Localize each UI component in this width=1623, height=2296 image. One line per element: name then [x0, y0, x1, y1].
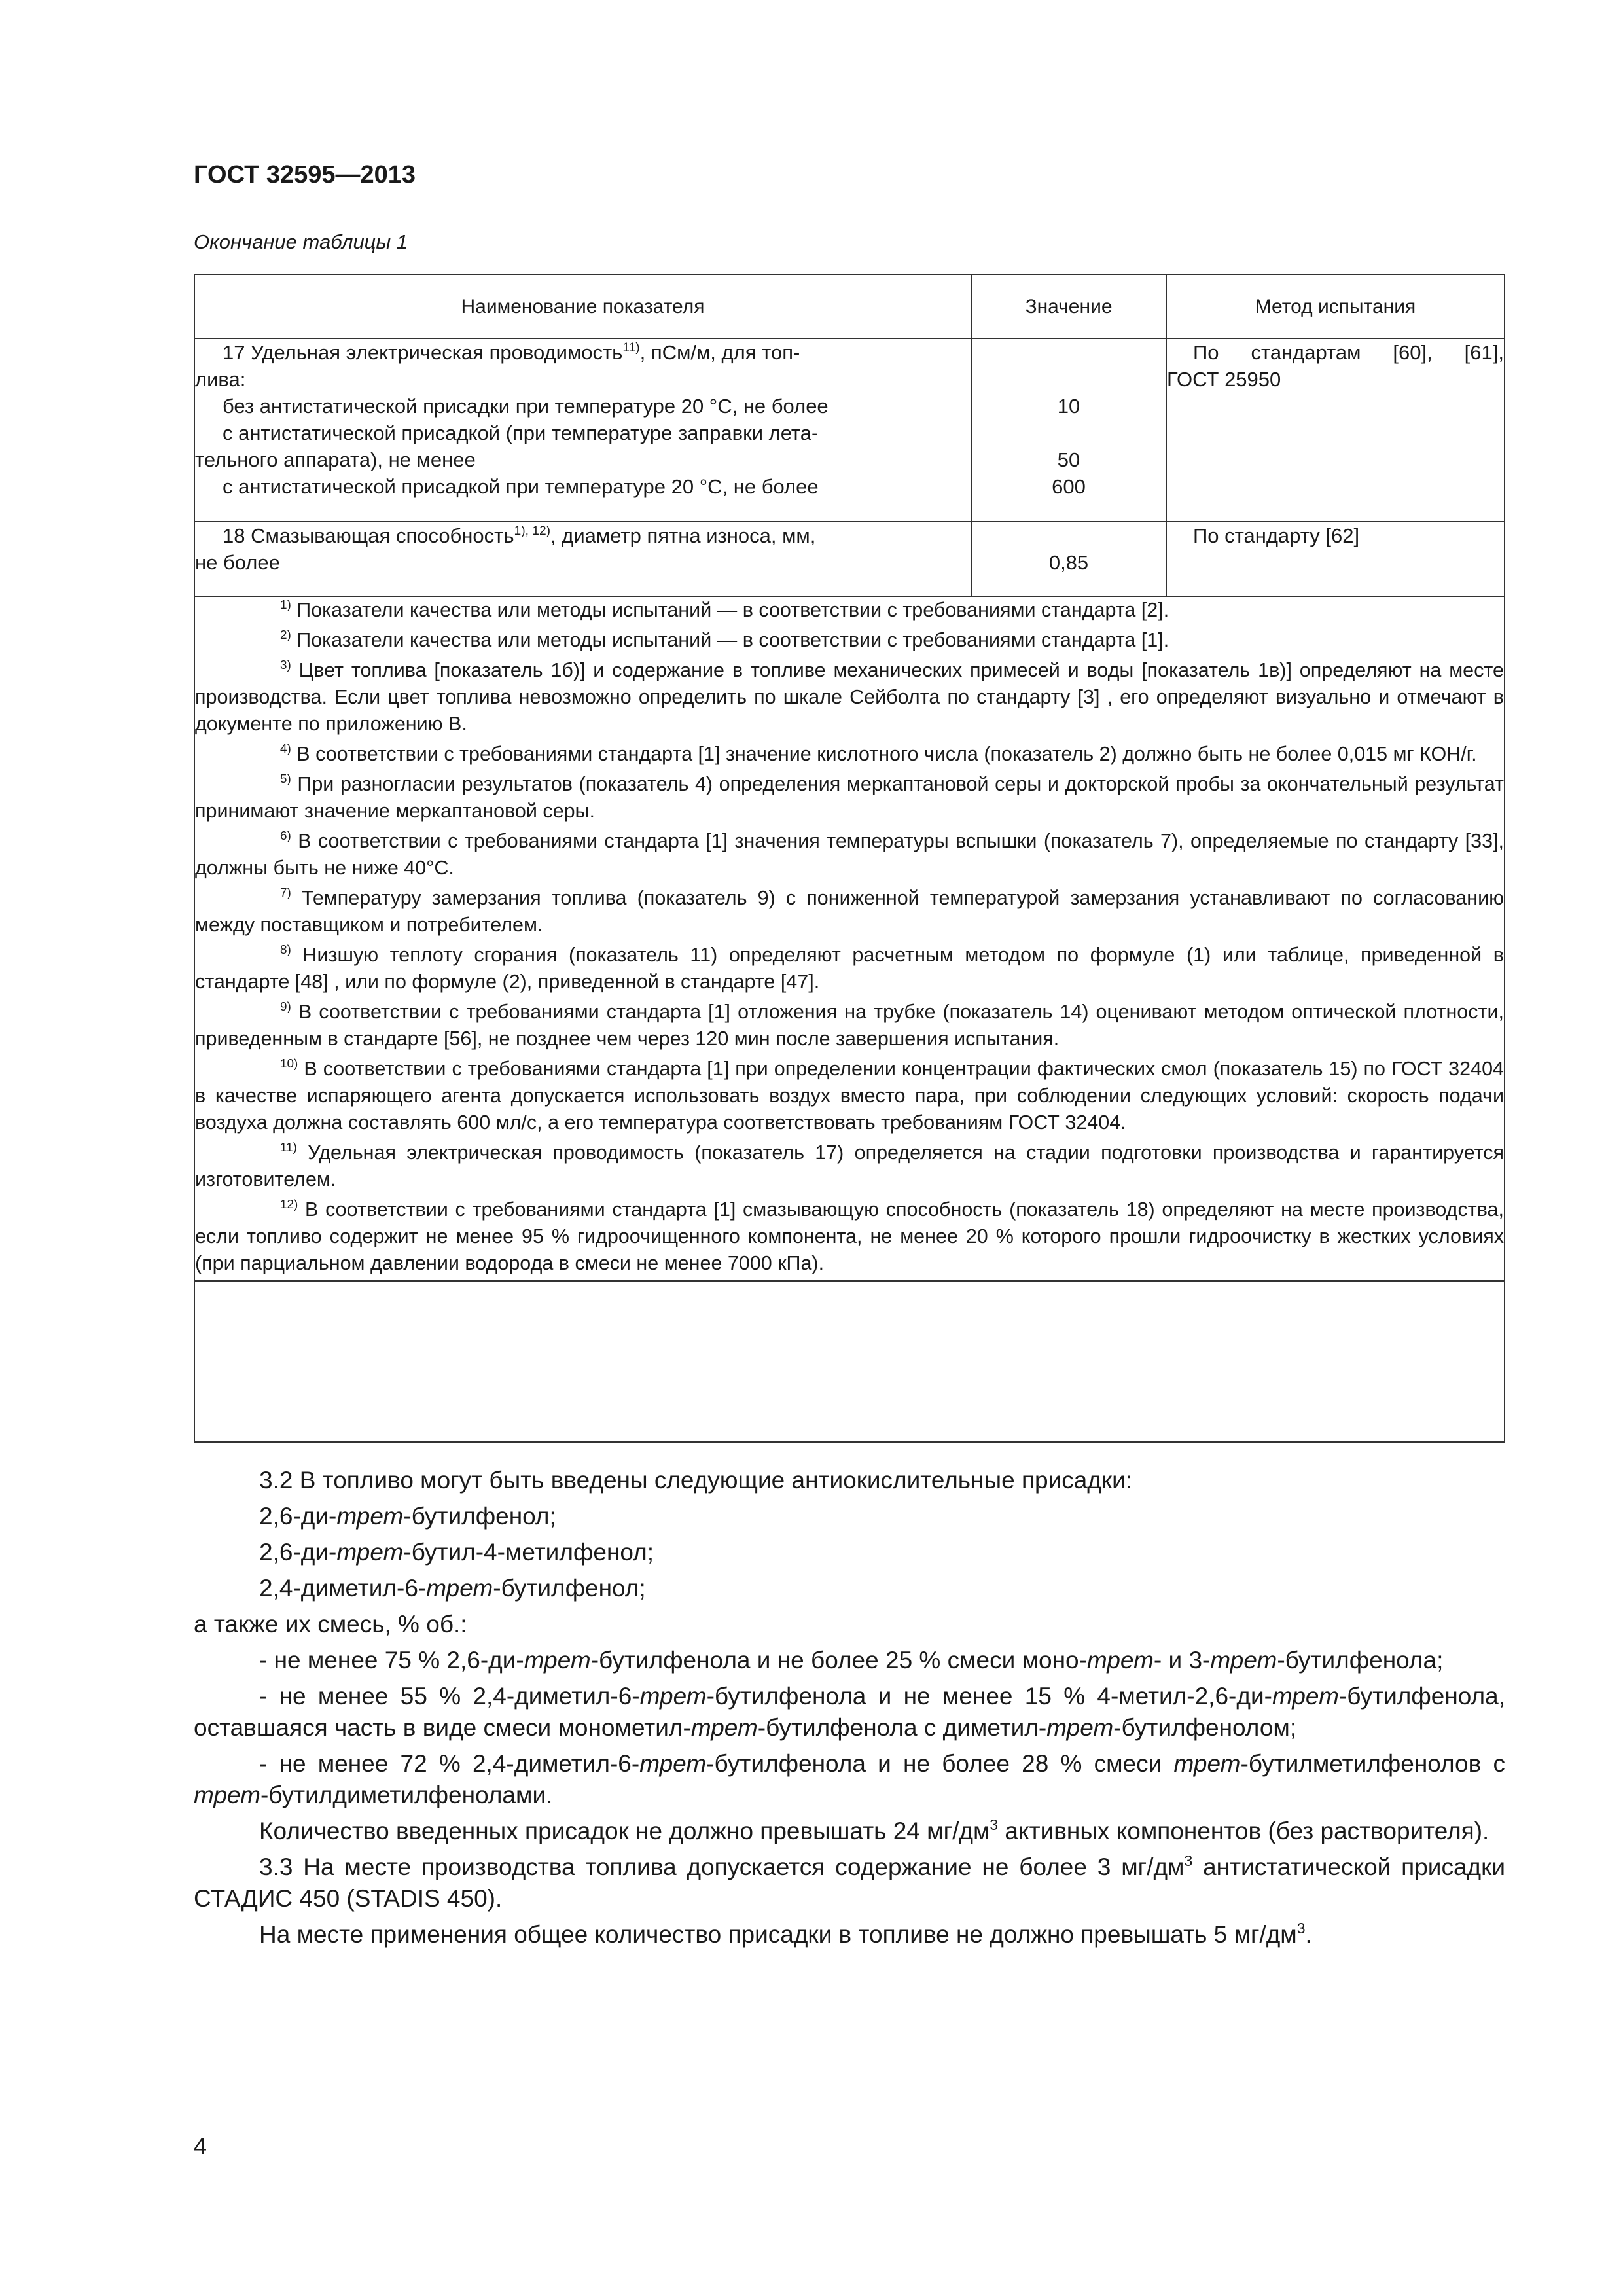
text: -бутилфенола;	[1277, 1647, 1444, 1674]
paragraph-3-3	[194, 1852, 1505, 1914]
row17-value: 10	[1057, 395, 1080, 418]
footnote-text: Показатели качества или методы испытаний — в соответствии с требованиями стандарта [1].	[291, 629, 1169, 651]
italic-term: трет	[194, 1782, 260, 1808]
row17-method-cell	[1166, 338, 1504, 522]
row18-text: 18 Смазывающая способность	[223, 524, 514, 547]
footnote	[195, 741, 1504, 768]
row17-text: , пСм/м, для топ-	[639, 341, 800, 364]
mixture-item	[194, 1681, 1505, 1744]
text: - и 3-	[1153, 1647, 1211, 1674]
table-footnotes	[195, 596, 1504, 1281]
footnote-text: Низшую теплоту сгорания (показатель 11) определяют расчетным методом по формуле (1) или таблице, приведенной в стандарте [48] , или по формуле (2), приведенной в стандарте [47].	[195, 944, 1504, 993]
footnote-mark: 5)	[280, 772, 291, 786]
italic-term: трет	[639, 1750, 707, 1777]
footnote	[195, 771, 1504, 825]
footnote	[195, 1139, 1504, 1193]
row17-value-cell	[971, 338, 1166, 522]
text: -бутилметилфенолов с	[1240, 1750, 1505, 1777]
table-footnotes-row	[195, 596, 1504, 1281]
mixture-item	[194, 1645, 1505, 1676]
footnote-mark: 9)	[280, 999, 291, 1014]
row17-line: с антистатической присадкой (при температуре заправки лета-	[223, 422, 819, 444]
row18-text: , диаметр пятна износа, мм,	[550, 524, 816, 547]
text: -бутилфенола и не более 28 % смеси	[706, 1750, 1174, 1777]
column-header-method: Метод испытания	[1166, 275, 1504, 338]
text: -бутилфенола, оставшаяся часть в виде смеси монометил-	[194, 1683, 1505, 1741]
footnote-mark: 12)	[280, 1197, 298, 1211]
row17-text: 17 Удельная электрическая проводимость	[223, 341, 623, 364]
text: -бутилфенол;	[403, 1503, 556, 1530]
text: 2,4-диметил-6-	[259, 1575, 427, 1602]
italic-term: трет	[336, 1539, 404, 1566]
column-header-value: Значение	[971, 275, 1166, 338]
additive-item	[194, 1537, 1505, 1568]
superscript: 3	[990, 1816, 999, 1833]
footnote-mark: 2)	[280, 628, 291, 642]
row18-line	[195, 522, 971, 549]
specification-table	[195, 275, 1504, 1282]
body-text	[194, 1465, 1505, 1955]
footnote-text: В соответствии с требованиями стандарта [1] отложения на трубке (показатель 14) оценивают методом оптической плотности, приведенным в стандарте [56], не позднее чем через 120 мин после завершения испытания.	[195, 1001, 1504, 1050]
footnote	[195, 597, 1504, 624]
italic-term: трет	[524, 1647, 591, 1674]
italic-term: трет	[1272, 1683, 1339, 1710]
italic-term: трет	[336, 1503, 404, 1530]
footnote-ref: 11)	[622, 340, 640, 355]
text: -бутил-4-метилфенол;	[403, 1539, 654, 1566]
text: 2,6-ди-	[259, 1539, 337, 1566]
footnote-text: Цвет топлива [показатель 1б)] и содержание в топливе механических примесей и воды [показатель 1в)] определяют на месте производства. Если цвет топлива невозможно определить по шкале Сейболта по стандарту [3] , его определяют визуально и отмечают в документе по приложению В.	[195, 659, 1504, 735]
text: -бутилфенолом;	[1113, 1714, 1297, 1741]
text: 2,6-ди-	[259, 1503, 337, 1530]
additive-item	[194, 1573, 1505, 1604]
italic-term: трет	[1046, 1714, 1114, 1741]
italic-term: трет	[1210, 1647, 1277, 1674]
text: активных компонентов (без растворителя).	[998, 1818, 1489, 1844]
footnote	[195, 1196, 1504, 1277]
row17-line: лива:	[195, 368, 246, 391]
superscript: 3	[1184, 1852, 1193, 1869]
mixture-intro: а также их смесь, % об.:	[194, 1611, 467, 1638]
text: 3.3 На месте производства топлива допускается содержание не более 3 мг/дм	[259, 1854, 1185, 1880]
text: -бутилдиметилфенолами.	[260, 1782, 553, 1808]
footnote-text: При разногласии результатов (показатель 4) определения меркаптановой серы и докторской пробы за окончательный результат принимают значение меркаптановой серы.	[195, 773, 1504, 822]
footnote	[195, 828, 1504, 882]
table-header-row	[195, 275, 1504, 338]
text: антистатической присадки СТАДИС 450 (STADIS 450).	[194, 1854, 1505, 1912]
footnote-text: Удельная электрическая проводимость (показатель 17) определяется на стадии подготовки производства и гарантируется изготовителем.	[195, 1141, 1504, 1191]
footnote-text: В соответствии с требованиями стандарта [1] значения температуры вспышки (показатель 7), определяемые по стандарту [33], должны быть не ниже 40°С.	[195, 830, 1504, 879]
row18-value: 0,85	[1048, 551, 1089, 574]
footnote-mark: 1)	[280, 598, 291, 612]
row17-line: с антистатической присадкой при температуре 20 °C, не более	[223, 475, 819, 498]
row18-value-cell	[971, 522, 1166, 596]
footnote	[195, 657, 1504, 738]
text: -бутилфенола и не менее 15 % 4-метил-2,6-ди-	[706, 1683, 1272, 1710]
footnote-mark: 7)	[280, 886, 291, 900]
page-number: 4	[194, 2132, 207, 2159]
row17-method: ГОСТ 25950	[1167, 368, 1281, 391]
text: -бутилфенол;	[493, 1575, 646, 1602]
italic-term: трет	[426, 1575, 493, 1602]
footnote-mark: 3)	[280, 658, 291, 672]
footnote-text: В соответствии с требованиями стандарта [1] смазывающую способность (показатель 18) определяют на месте производства, если топливо содержит не менее 95 % гидроочищенного компонента, не менее 20 % которого прошли гидроочистку в жестких условиях (при парциальном давлении водорода в смеси не менее 7000 кПа).	[195, 1198, 1504, 1274]
italic-term: трет	[639, 1683, 707, 1710]
usage-limit	[194, 1919, 1505, 1950]
specification-table-frame	[194, 274, 1505, 1443]
quantity-limit	[194, 1816, 1505, 1847]
footnote-mark: 4)	[280, 742, 291, 756]
row18-method-cell	[1166, 522, 1504, 596]
footnote-text: В соответствии с требованиями стандарта [1] при определении концентрации фактических смол (показатель 15) по ГОСТ 32404 в качестве испаряющего агента допускается использовать воздух вместо пара, при соблюдении следующих условий: скорость подачи воздуха должна составлять 600 мл/с, а его температура соответствовать требованиям ГОСТ 32404.	[195, 1058, 1504, 1134]
footnote-mark: 10)	[280, 1056, 298, 1071]
footnote	[195, 999, 1504, 1052]
row17-value: 50	[1057, 448, 1080, 471]
row18-method: По стандарту [62]	[1193, 524, 1360, 547]
footnote-text: Показатели качества или методы испытаний — в соответствии с требованиями стандарта [2].	[291, 599, 1169, 621]
column-header-name: Наименование показателя	[195, 275, 971, 338]
row17-method: По стандартам [60], [61],	[1193, 341, 1504, 364]
superscript: 3	[1296, 1919, 1306, 1937]
row17-line: тельного аппарата), не менее	[195, 448, 476, 471]
text: Количество введенных присадок не должно превышать 24 мг/дм	[259, 1818, 990, 1844]
footnote	[195, 627, 1504, 654]
text: -бутилфенола и не более 25 % смеси моно-	[590, 1647, 1087, 1674]
text: На месте применения общее количество присадки в топливе не должно превышать 5 мг/дм	[259, 1921, 1297, 1948]
text: - не менее 75 % 2,6-ди-	[259, 1647, 524, 1674]
italic-term: трет	[690, 1714, 758, 1741]
italic-term: трет	[1086, 1647, 1154, 1674]
footnote-mark: 8)	[280, 942, 291, 957]
footnote-text: В соответствии с требованиями стандарта [1] значение кислотного числа (показатель 2) должно быть не более 0,015 мг КОН/г.	[291, 743, 1477, 765]
row18-name-cell	[195, 522, 971, 596]
footnote-text: Температуру замерзания топлива (показатель 9) с пониженной температурой замерзания устанавливают по согласованию между поставщиком и потребителем.	[195, 887, 1504, 936]
text: - не менее 55 % 2,4-диметил-6-	[259, 1683, 640, 1710]
text: -бутилфенола с диметил-	[757, 1714, 1047, 1741]
mixture-item	[194, 1748, 1505, 1811]
footnote-mark: 6)	[280, 829, 291, 843]
footnote	[195, 942, 1504, 996]
row17-line: без антистатической присадки при температуре 20 °C, не более	[223, 395, 829, 418]
italic-term: трет	[1173, 1750, 1241, 1777]
table-continuation-caption: Окончание таблицы 1	[194, 230, 408, 253]
footnote-mark: 11)	[280, 1140, 297, 1155]
footnote-ref: 1), 12)	[514, 524, 551, 538]
row18-line: не более	[195, 551, 280, 574]
row17-line	[195, 339, 971, 366]
footnote	[195, 885, 1504, 939]
additive-item	[194, 1501, 1505, 1532]
text: - не менее 72 % 2,4-диметил-6-	[259, 1750, 640, 1777]
paragraph-3-2: 3.2 В топливо могут быть введены следующие антиокислительные присадки:	[259, 1467, 1133, 1494]
table-row-17	[195, 338, 1504, 522]
text: .	[1305, 1921, 1312, 1948]
footnote	[195, 1056, 1504, 1136]
table-row-18	[195, 522, 1504, 596]
row17-value: 600	[1052, 475, 1086, 498]
document-designation: ГОСТ 32595—2013	[194, 161, 416, 188]
row17-name-cell	[195, 338, 971, 522]
